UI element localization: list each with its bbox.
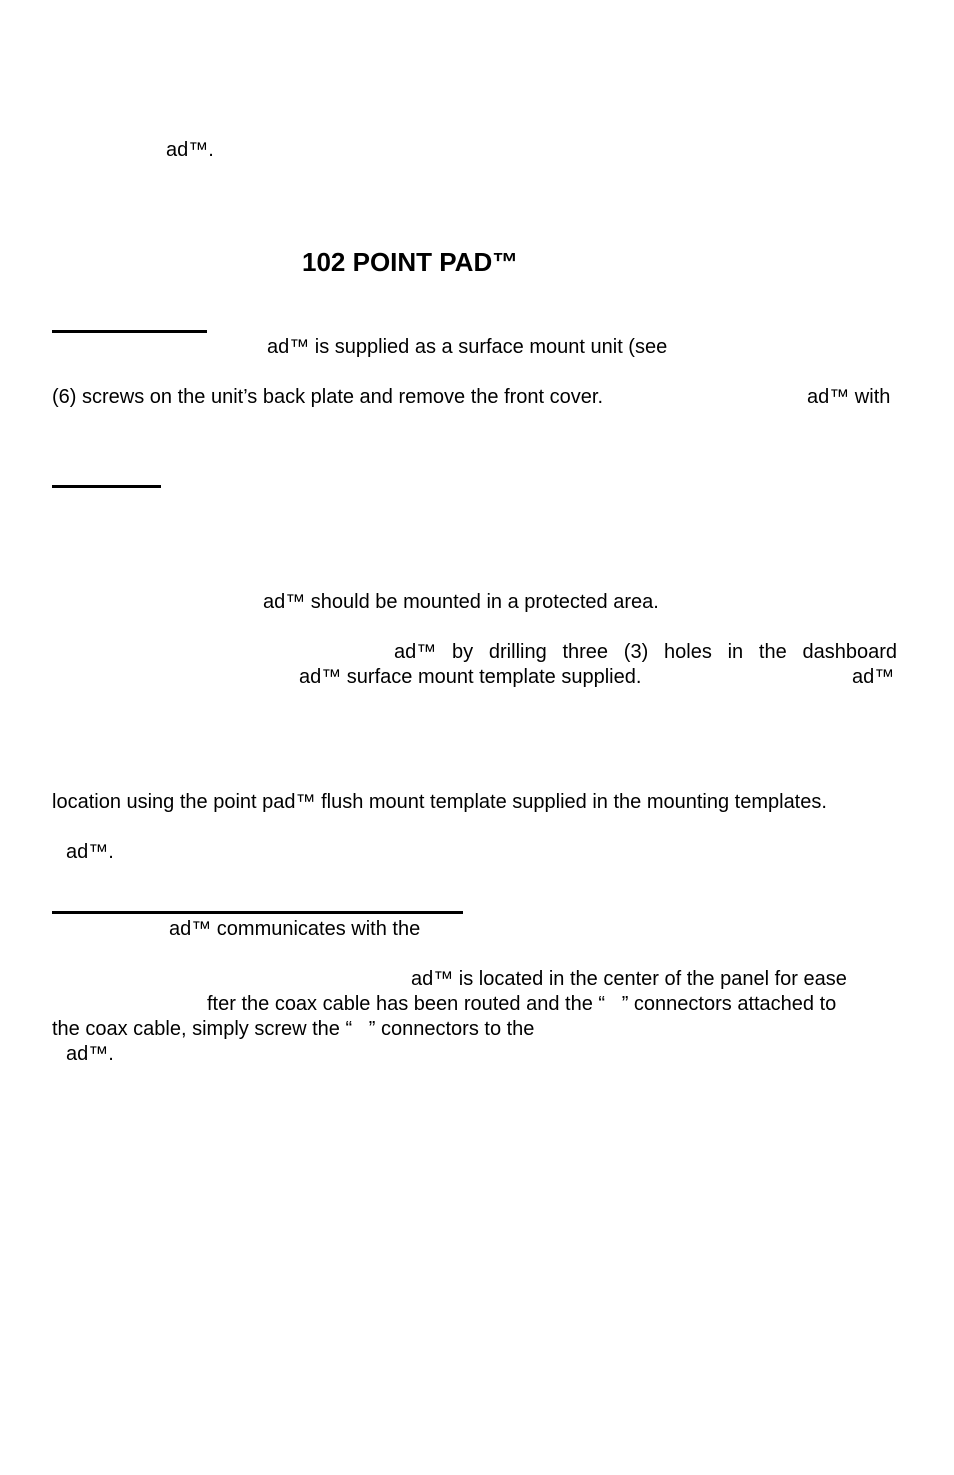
text-fragment: ad™ communicates with the	[169, 918, 421, 940]
text-fragment: (6) screws on the unit’s back plate and remove the front cover.	[52, 386, 604, 408]
text-fragment: ad™ is supplied as a surface mount unit (see	[267, 336, 668, 358]
text-fragment: ad™.	[66, 1043, 114, 1065]
text-fragment: ad™ should be mounted in a protected area.	[263, 591, 659, 613]
heading-underline	[52, 485, 161, 488]
text-fragment: ad™	[852, 666, 895, 688]
text-fragment: location using the point pad™ flush mount template supplied in the mounting templates.	[52, 791, 827, 813]
text-fragment: ad™ by drilling three (3) holes in the dashboard	[394, 641, 897, 663]
text-fragment: ad™.	[166, 139, 214, 161]
heading-underline	[52, 911, 463, 914]
text-fragment: ad™ surface mount template supplied.	[299, 666, 642, 688]
text-fragment: ad™ with	[807, 386, 891, 408]
text-fragment: ad™ is located in the center of the panel for ease	[411, 968, 847, 990]
text-fragment: fter the coax cable has been routed and the “ ” connectors attached to	[207, 993, 837, 1015]
heading-underline	[52, 330, 207, 333]
text-fragment: the coax cable, simply screw the “ ” connectors to the	[52, 1018, 535, 1040]
justified-line	[267, 335, 717, 359]
section-title: 102 POINT PAD™	[302, 247, 519, 277]
text-fragment: ad™.	[66, 841, 114, 863]
